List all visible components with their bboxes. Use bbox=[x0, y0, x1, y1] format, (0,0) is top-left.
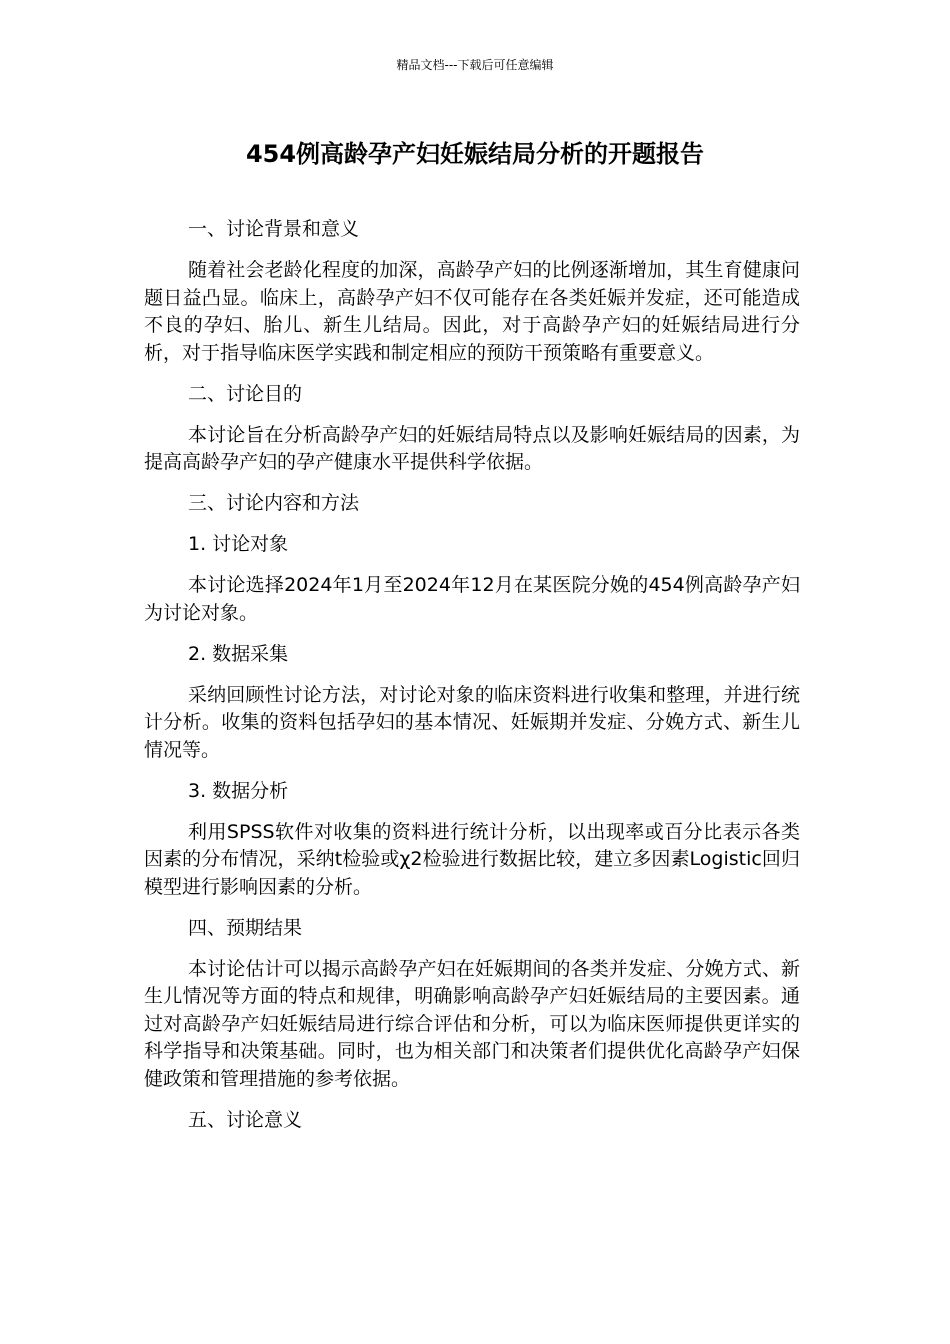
paragraph-data-analysis: 利用SPSS软件对收集的资料进行统计分析，以出现率或百分比表示各类因素的分布情况，采纳t检验或χ2检验进行数据比较，建立多因素Logistic回归模型进行影响因素的分析。 bbox=[144, 820, 800, 898]
section-heading-purpose: 二、讨论目的 bbox=[188, 382, 303, 405]
page-header: 精品文档---下载后可任意编辑 bbox=[396, 58, 554, 72]
subheading-data-collection: 2. 数据采集 bbox=[188, 642, 289, 665]
section-heading-significance: 五、讨论意义 bbox=[188, 1108, 303, 1131]
paragraph-subjects: 本讨论选择2024年1月至2024年12月在某医院分娩的454例高龄孕产妇为讨论对象。 bbox=[144, 574, 800, 624]
section-heading-background: 一、讨论背景和意义 bbox=[188, 218, 360, 240]
subheading-data-analysis: 3. 数据分析 bbox=[188, 779, 289, 802]
document-body bbox=[144, 216, 800, 1148]
document-title: 454例高龄孕产妇妊娠结局分析的开题报告 bbox=[245, 140, 705, 168]
paragraph-background: 随着社会老龄化程度的加深，高龄孕产妇的比例逐渐增加，其生育健康问题日益凸显。临床上，高龄孕产妇不仅可能存在各类妊娠并发症，还可能造成不良的孕妇、胎儿、新生儿结局。因此，对于高龄孕产妇的妊娠结局进行分析，对于指导临床医学实践和制定相应的预防干预策略有重要意义。 bbox=[144, 259, 800, 364]
subheading-subjects: 1. 讨论对象 bbox=[188, 533, 289, 555]
paragraph-expected-results: 本讨论估计可以揭示高龄孕产妇在妊娠期间的各类并发症、分娩方式、新生儿情况等方面的特点和规律，明确影响高龄孕产妇妊娠结局的主要因素。通过对高龄孕产妇妊娠结局进行综合评估和分析，可以为临床医师提供更详实的科学指导和决策基础。同时，也为相关部门和决策者们提供优化高龄孕产妇保健政策和管理措施的参考依据。 bbox=[144, 957, 800, 1090]
paragraph-purpose: 本讨论旨在分析高龄孕产妇的妊娠结局特点以及影响妊娠结局的因素，为提高高龄孕产妇的孕产健康水平提供科学依据。 bbox=[144, 423, 800, 473]
section-heading-expected-results: 四、预期结果 bbox=[188, 916, 303, 939]
section-heading-content-methods: 三、讨论内容和方法 bbox=[188, 492, 360, 514]
paragraph-data-collection: 采纳回顾性讨论方法，对讨论对象的临床资料进行收集和整理，并进行统计分析。收集的资料包括孕妇的基本情况、妊娠期并发症、分娩方式、新生儿情况等。 bbox=[144, 683, 800, 761]
